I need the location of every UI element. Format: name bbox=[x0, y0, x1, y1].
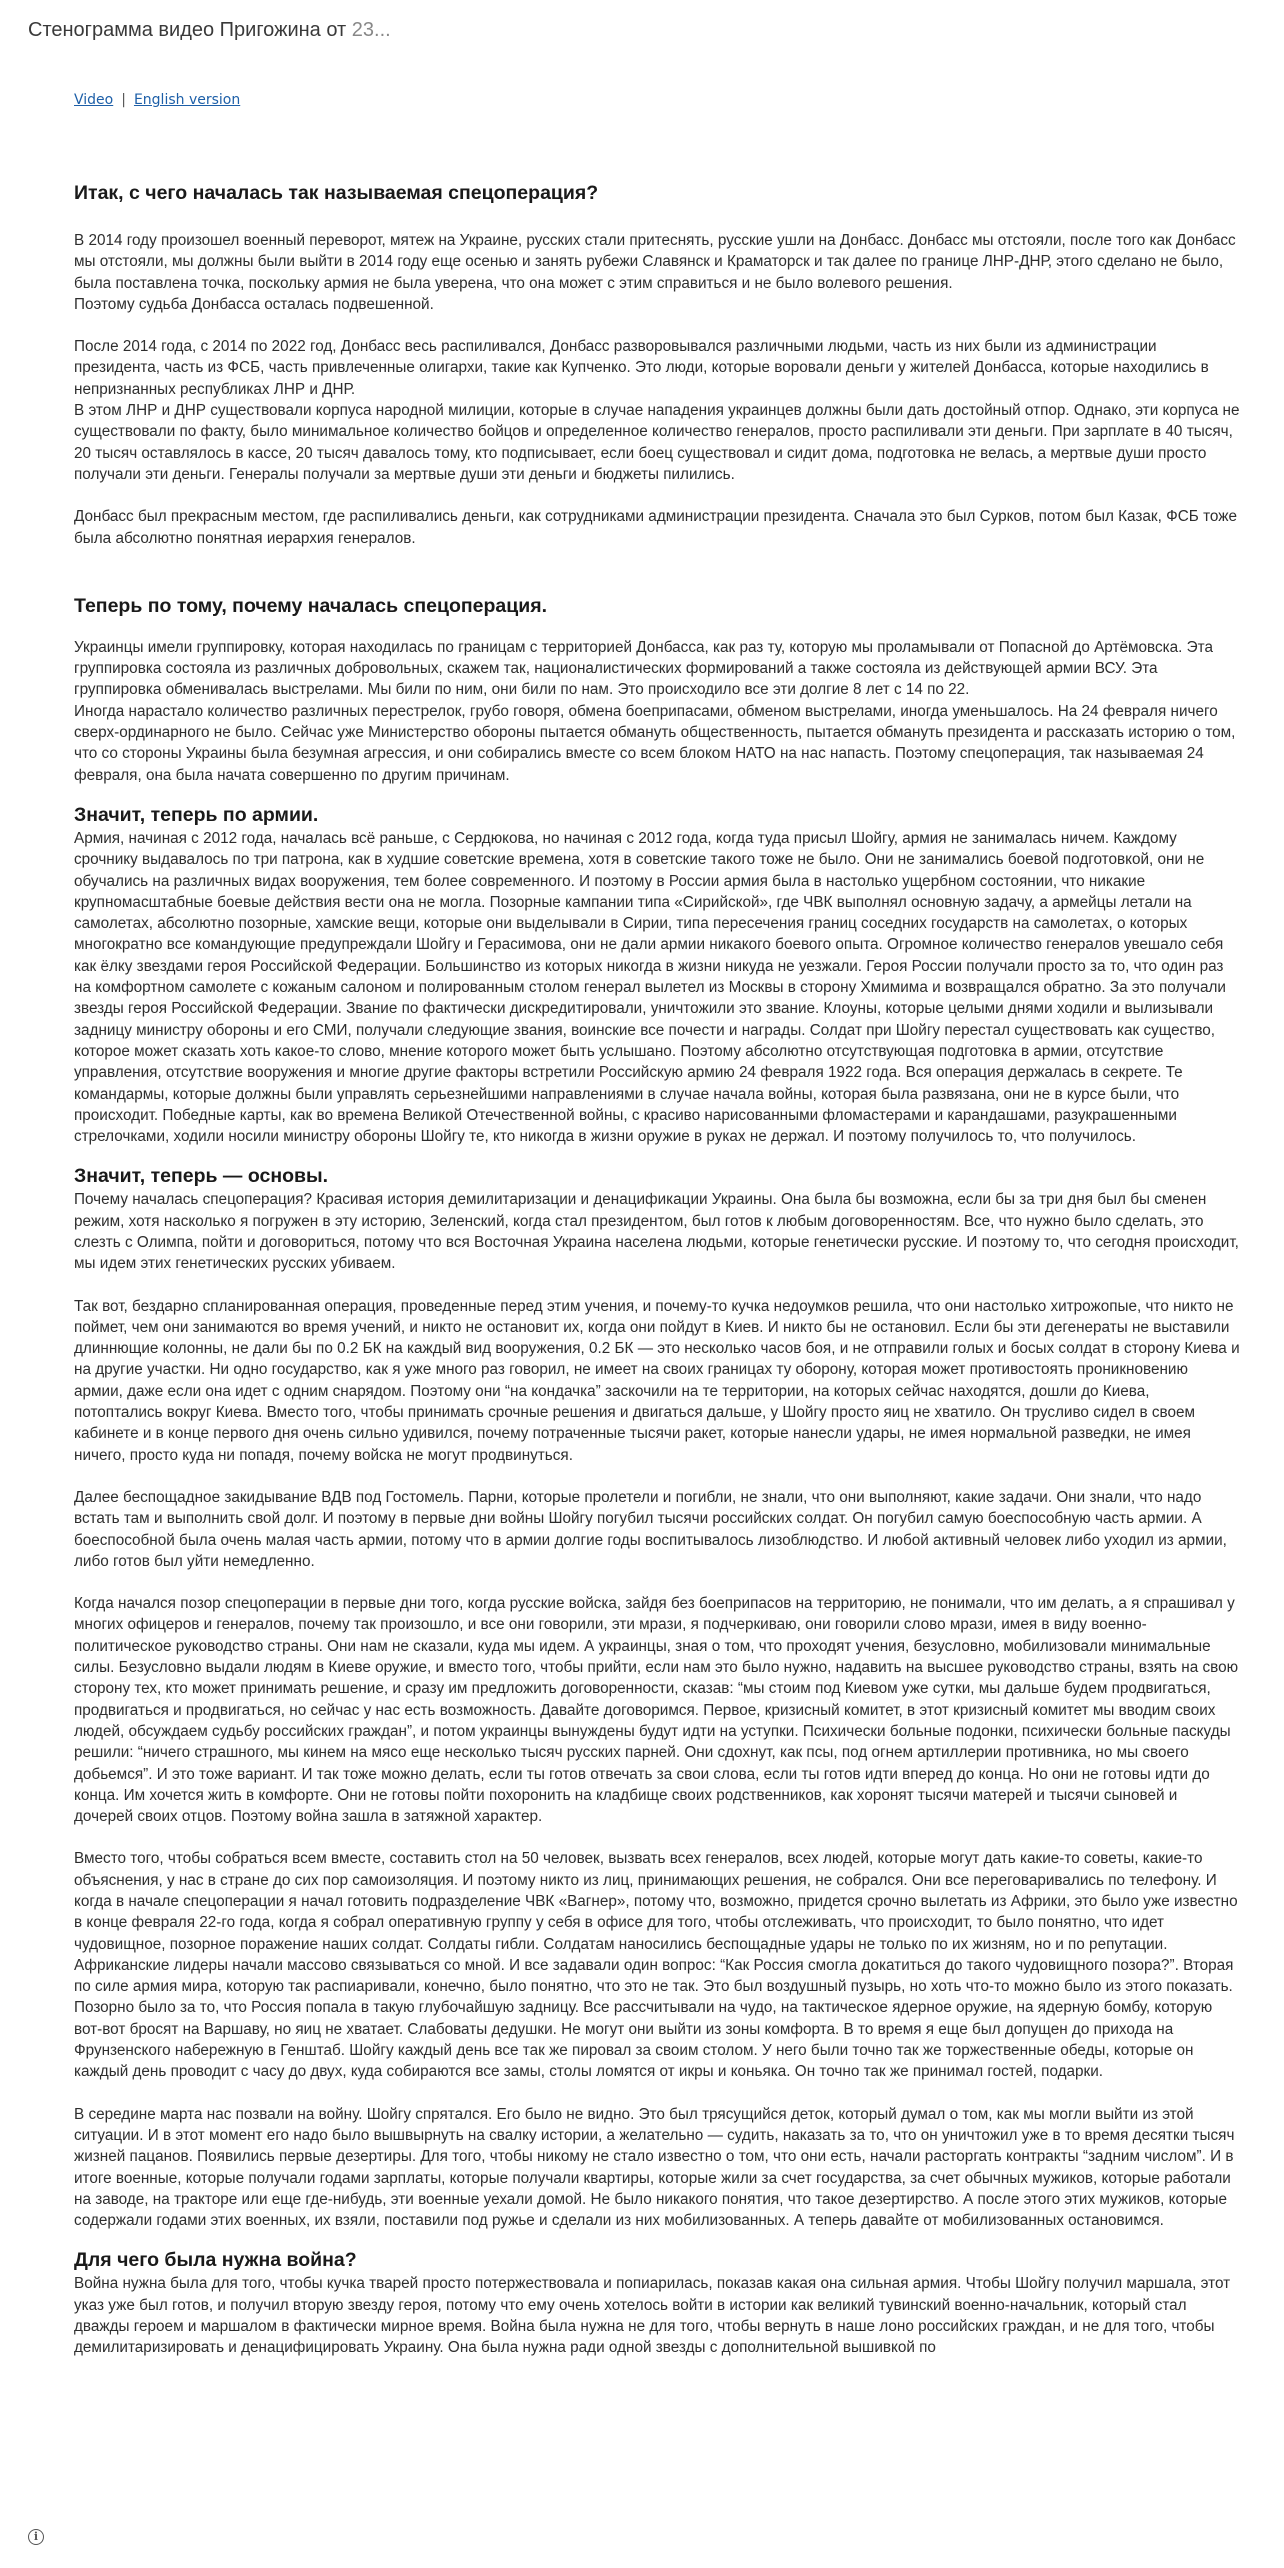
paragraph: Когда начался позор спецоперации в первые дни того, когда русские войска, зайдя без боеприпасов на территорию, не понимали, что им делать, а я спрашивал у многих офицеров и генералов, почему так произошло, и все они говорили, эти мрази, я подчеркиваю, они говорили слово мрази, имея в виду военно-политическое руководство страны. Они нам не сказали, куда мы идем. А украинцы, зная о том, что проходят учения, безусловно, мобилизовали минимальные силы. Безусловно выдали людям в Киеве оружие, и вместо того, чтобы прийти, если нам это было нужно, надавить на высшее руководство страны, взять на свою сторону тех, кто может принимать решение, и сразу им предложить договоренности, сказав: “мы стоим под Киевом уже сутки, мы дальше будем продвигаться, продвигаться и продвигаться, но сейчас у нас есть возможность. Давайте договоримся. Первое, кризисный комитет, в этот кризисный комитет мы вводим своих людей, обсуждаем судьбу российских граждан”, и потом украинцы вынуждены будут идти на уступки. Психически больные подонки, психически больные паскуды решили: “ничего страшного, мы кинем на мясо еще несколько тысяч русских парней. Они сдохнут, как псы, под огнем артиллерии противника, но мы своего добьемся”. И это тоже вариант. И так тоже можно делать, если ты готов отвечать за свои слова, если ты готов идти вперед до конца. Но они не готовы идти до конца. Им хочется жить в комфорте. Они не готовы пойти похоронить на кладбище своих родственников, как хоронят тысячи матерей и тысячи сыновей и дочерей своих отцов. Поэтому война зашла в затяжной характер. bbox=[74, 1595, 1239, 1826]
paragraph: Украинцы имели группировку, которая находилась по границам с территорией Донбасса, как раз ту, которую мы проламывали от Попасной до Артёмовска. Эта группировка состояла из различных добровольных, скажем так, националистических формирований а также состояла из действующей армии ВСУ. Эта группировка обменивалась выстрелами. Мы били по ним, они били по нам. Это происходило все эти долгие 8 лет с 14 по 22. Иногда нарастало количество различных перестрелок, грубо говоря, обмена боеприпасами, обменом выстрелами, иногда уменьшалось. На 24 февраля ничего сверх-ординарного не было. Сейчас уже Министерство обороны пытается обмануть общественность, пытается обмануть президента и рассказать историю о том, что со стороны Украины была безумная агрессия, и они собирались вместе со всем блоком НАТО на нас напасть. Поэтому спецоперация, так называемая 24 февраля, она была начата совершенно по другим причинам. bbox=[74, 638, 1236, 784]
english-version-link[interactable]: English version bbox=[133, 92, 241, 108]
section-heading: Итак, с чего началась так называемая спецоперация? bbox=[74, 182, 599, 204]
section-heading: Для чего была нужна война? bbox=[74, 2249, 357, 2272]
paragraph: В 2014 году произошел военный переворот, мятеж на Украине, русских стали притеснять, русские ушли на Донбасс. Донбасс мы отстояли, после того как Донбасс мы отстояли, мы должны были выйти в 2014 году еще осенью и занять рубежи Славянск и Краматорск и так далее по границе ЛНР-ДНР, этого сделано не было, была поставлена точка, поскольку армия не была уверена, что она может с этим справиться и не было волевого решения. Поэтому судьба Донбасса осталась подвешенной. bbox=[74, 232, 1236, 313]
page-title-text: Стенограмма видео Пригожина от bbox=[28, 19, 352, 41]
paragraph: Донбасс был прекрасным местом, где распиливались деньги, как сотрудниками администрации президента. Сначала это был Сурков, потом был Казак, ФСБ тоже была абсолютно понятная иерархия генералов. bbox=[74, 508, 1237, 547]
page-header bbox=[28, 18, 391, 42]
page-title-number: 23... bbox=[351, 19, 391, 41]
section-heading: Теперь по тому, почему началась спецоперация. bbox=[74, 594, 548, 617]
video-link[interactable]: Video bbox=[74, 92, 114, 108]
paragraph: Армия, начиная с 2012 года, началась всё раньше, с Сердюкова, но начиная с 2012 года, когда туда присыл Шойгу, армия не занималась ничем. Каждому срочнику выдавалось по три патрона, как в худшие советские времена, хотя в советские такого тоже не было. Они не занимались боевой подготовкой, они не обучались на различных видах вооружения, тем более современного. И поэтому в России армия была в настолько ущербном состоянии, что никакие крупномасштабные боевые действия вести она не могла. Позорные кампании типа «Сирийской», где ЧВК выполнял основную задачу, а армейцы летали на самолетах, абсолютно позорные, хамские вещи, которые они выделывали в Сирии, типа пересечения границ соседних государств на самолетах, о которых многократно все командующие предупреждали Шойгу и Герасимова, они не дали армии никакого боевого опыта. Огромное количество генералов увешало себя как ёлку звездами героя Российской Федерации. Большинство из которых никогда в жизни никуда не уезжали. Героя России получали просто за то, что один раз на комфортном самолете с кожаным салоном и полированным столом генерал вылетел из Москвы в сторону Хмимима и возвращался обратно. За это получали звезды героя Российской Федерации. Звание по фактически дискредитировали, уничтожили это звание. Клоуны, которые целыми днями ходили и вылизывали задницу министру обороны и его СМИ, получали следующие звания, воинские все почести и награды. Солдат при Шойгу перестал существовать как существо, которое может сказать хоть какое-то слово, мнение которого может быть услышано. Поэтому абсолютно отсутствующая подготовка в армии, отсутствие управления, отсутствие вооружения и многие другие факторы встретили Российскую армию 24 февраля 1922 года. Вся операция держалась в секрете. Те командармы, которые должны были управлять серьезнейшими направлениями в случае начала войны, которая была развязана, они не в курсе были, что происходит. Победные карты, как во времена Великой Отечественной войны, с красиво нарисованными фломастерами и карандашами, разукрашенными стрелочками, ходили носили министру обороны Шойгу те, кто никогда в жизни оружие в руках не держал. И поэтому получилось то, что получилось. bbox=[74, 829, 1226, 1146]
paragraph: В середине марта нас позвали на войну. Шойгу спрятался. Его было не видно. Это был трясущийся деток, который думал о том, как мы могли выйти из этой ситуации. И в этот момент его надо было вышвырнуть на свалку истории, а желательно — судить, наказать за то, что он уничтожил уже в то время десятки тысяч жизней пацанов. Появились первые дезертиры. Для того, чтобы никому не стало известно о том, что они есть, начали расторгать контракты “задним числом”. И в итоге военные, которые получали годами зарплаты, которые получали квартиры, которые жили за счет государства, за счет обычных мужиков, которые работали на заводе, на тракторе или еще где-нибудь, эти военные уехали домой. Не было никакого понятия, что такое дезертирство. А после этого этих мужиков, которые содержали годами этих военных, их взяли, поставили под ружье и сделали из них мобилизованных. А теперь давайте от мобилизованных остановимся. bbox=[74, 2105, 1235, 2230]
link-separator: | bbox=[121, 92, 126, 108]
section-heading: Значит, теперь — основы. bbox=[74, 1165, 329, 1188]
section-heading: Значит, теперь по армии. bbox=[74, 803, 319, 826]
paragraph: Далее беспощадное закидывание ВДВ под Гостомель. Парни, которые пролетели и погибли, не знали, что они выполняют, какие задачи. Они знали, что надо встать там и выполнить свой долг. И поэтому в первые дни войны Шойгу погубил тысячи российских солдат. Он погубил самую боеспособную часть армии. А боеспособной была очень малая часть армии, потому что в армии долгие годы воспитывалось лизоблюдство. И любой активный человек либо уходил из армии, либо готов был уйти немедленно. bbox=[74, 1488, 1227, 1570]
info-icon[interactable]: i bbox=[28, 2529, 44, 2545]
transcript-body bbox=[74, 180, 1240, 2359]
page-title bbox=[28, 18, 391, 42]
paragraph: Война нужна была для того, чтобы кучка тварей просто потержествовала и попиарилась, показав какая она сильная армия. Чтобы Шойгу получил маршала, этот указ уже был готов, и получил вторую звезду героя, потому что ему очень хотелось войти в истории как великий тувинский военно-начальник, который стал дважды героем и маршалом в фактически мирное время. Война была нужна не для того, чтобы вернуть в наше лоно российских граждан, и не для того, чтобы демилитаризировать и денацифицировать Украину. Она была нужна ради одной звезды с дополнительной вышивкой по bbox=[74, 2275, 1231, 2357]
paragraph: Так вот, бездарно спланированная операция, проведенные перед этим учения, и почему-то кучка недоумков решила, что они настолько хитрожопые, что никто не поймет, чем они занимаются во время учений, и никто не остановит их, когда они пойдут в Киев. И никто бы не остановил. Если бы эти дегенераты не выставили длиннющие колонны, не дали бы по 0.2 БК на каждый вид вооружения, 0.2 БК — это несколько часов боя, и не отправили голых и босых солдат в сторону Киева и на другие участки. Ни одно государство, как я уже много раз говорил, не имеет на своих границах ту оборону, которая может противостоять проникновению армии, даже если она идет с одним снарядом. Поэтому они “на кондачка” заскочили на те территории, на которых сейчас находятся, дошли до Киева, потоптались вокруг Киева. Вместо того, чтобы принимать срочные решения и двигаться дальше, у Шойгу просто яиц не хватило. Он трусливо сидел в своем кабинете и в конце первого дня очень сильно удивился, почему потраченные тысячи ракет, которые нанесли удары, не имея нормальной разведки, не имея ничего, просто куда ни попадя, почему войска не могут продвинуться. bbox=[74, 1297, 1240, 1464]
paragraph: Почему началась спецоперация? Красивая история демилитаризации и денацификации Украины. Она была бы возможна, если бы за три дня был бы сменен режим, хотя насколько я погружен в эту историю, Зеленский, когда стал президентом, был готов к любым договоренностям. Все, что нужно было сделать, это слезть с Олимпа, пойти и договориться, потому что вся Восточная Украина населена людьми, которые генетически русские. И поэтому то, что сегодня происходит, мы идем этих генетических русских убиваем. bbox=[74, 1191, 1239, 1273]
header-links bbox=[74, 92, 240, 108]
paragraph: Вместо того, чтобы собраться всем вместе, составить стол на 50 человек, вызвать всех генералов, всех людей, которые могут дать какие-то советы, какие-то объяснения, у нас в стране до сих пор самоизоляция. И поэтому никто из лиц, принимающих решения, не собрался. Они все переговаривались по телефону. И когда в начале спецоперации я начал готовить подразделение ЧВК «Вагнер», потому что, возможно, придется срочно вылетать из Африки, это было уже известно в конце февраля 22-го года, когда я собрал оперативную группу у себя в офисе для того, чтобы отслеживать, что происходит, то было понятно, что идет чудовищное, позорное поражение наших солдат. Солдаты гибли. Солдатам наносились беспощадные удары не только по их жизням, но и по репутации. Африканские лидеры начали массово связываться со мной. И все задавали один вопрос: “Как Россия смогла докатиться до такого чудовищного позора?”. Вторая по силе армия мира, которую так распиаривали, конечно, было понятно, что это не так. Это был воздушный пузырь, но хоть что-то можно было из этого показать. Позорно было за то, что Россия попала в такую глубочайшую задницу. Все рассчитывали на чудо, на тактическое ядерное оружие, на ядерную бомбу, которую вот-вот бросят на Варшаву, но яиц не хватает. Слабоваты дедушки. Не могут они выйти из зоны комфорта. В то время я еще был допущен до прихода на Фрунзенского набережную в Генштаб. Шойгу каждый день все так же пировал за своим столом. У него были точно так же торжественные обеды, которые он каждый день проводит с часу до двух, куда собираются все замы, столы ломятся от икры и коньяка. Он точно так же принимал гостей, подарки. bbox=[74, 1850, 1238, 2081]
paragraph: После 2014 года, с 2014 по 2022 год, Донбасс весь распиливался, Донбасс разворовывался различными людьми, часть из них были из администрации президента, часть из ФСБ, часть привлеченные олигархи, такие как Купченко. Это люди, которые воровали деньги у жителей Донбасса, которые находились в непризнанных республиках ЛНР и ДНР. В этом ЛНР и ДНР существовали корпуса народной милиции, которые в случае нападения украинцев должны были дать достойный отпор. Однако, эти корпуса не существовали по факту, было минимальное количество бойцов и определенное количество генералов, просто распиливали эти деньги. При зарплате в 40 тысяч, 20 тысяч оставлялось в кассе, 20 тысяч давалось тому, кто подписывает, если боец существовал и сидит дома, подготовка не велась, а мертвые души просто получали эти деньги. Генералы получали за мертвые души эти деньги и бюджеты пилились. bbox=[74, 338, 1240, 483]
